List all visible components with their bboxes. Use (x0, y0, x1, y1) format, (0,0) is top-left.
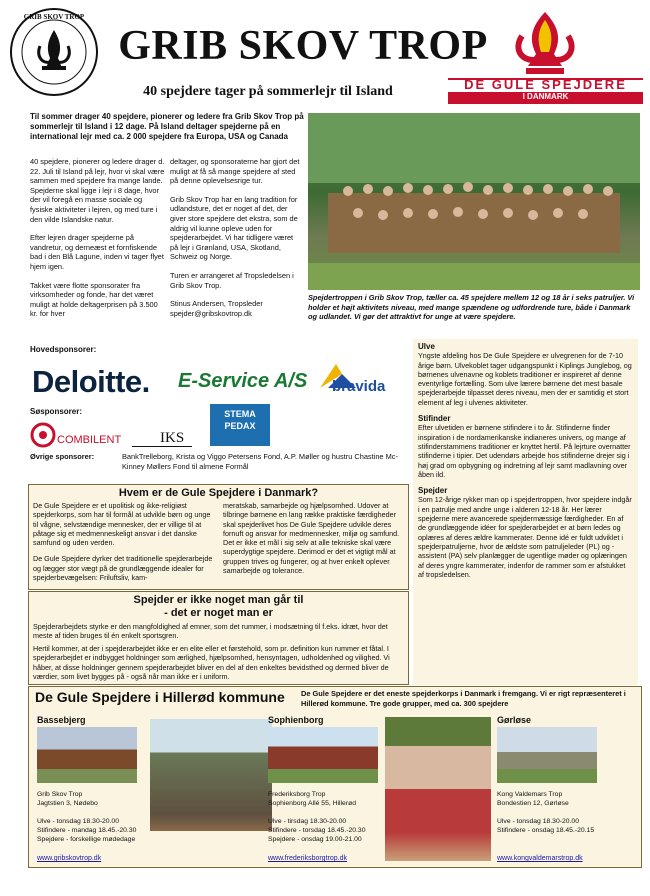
group-line: Jagtstien 3, Nødebo (37, 800, 98, 807)
not-box-p2: Hertil kommer, at der i spejderarbejdet ikke er en elite eller et førstehold, som pr. definition kun rummer et fåtal. I spejderarbejdet er indbygget holdninger som ærlighed, hjælpsomhed, hensyntagen, udholdenhed og vilighed. Vi håber, at disse holdninger gennem spejderarbejdet bliver en del af den enkeltes bevidsthed og dermed bliver de værdier, som livet bygges på - også når man ikke er i uniform. (33, 644, 390, 681)
group-info (37, 790, 147, 844)
iks-logo (132, 430, 192, 448)
stema-pedax-text: STEMA PEDAX (224, 409, 256, 431)
age-heading: Spejder (418, 486, 448, 496)
age-text: Efter ulvetiden er børnene stifindere i to år. Stifinderne finder inspiration i de nordamerikanske indianeres univers, og mange af stifinderstammens traditioner er knyttet hertil. På lejrture overnatter stifinderne i tipier. Det udendørs arbejde hos stifinderne drejer sig i høj grad om opbygning og indretning af lejr samt madlavning over åben ild. (418, 423, 631, 479)
article-paragraph: Turen er arrangeret af Tropsledelsen i Grib Skov Trop. (170, 270, 294, 290)
not-box-subtitle: - det er noget man er (164, 607, 273, 619)
campfire-photo (150, 719, 272, 831)
article-paragraph: deltager, og sponsoraterne har gjort det muligt at få så mange spejdere af sted på denne oplevelsesrige tur. (170, 157, 300, 186)
group-line: Ulve - tonsdag 18.30-20.00 (37, 818, 119, 825)
age-text: Yngste afdeling hos De Gule Spejdere er ulvegrenen for de 7-10 årige børn. Ulvekoblet tager udgangspunkt i Kiplings Junglebog, og børnenes ulvenavne og koblets traditioner er inspireret af denne eventyrlige fortælling. Som ulve lærere børnene det mest basale spejderarbejde tilpasset deres niveau, men der er samtidig et stort element af leg i ulvenes aktiviteter. (418, 351, 632, 407)
group-line: Grib Skov Trop (37, 791, 83, 798)
sophienborg-photo (268, 727, 378, 783)
article-column-1 (30, 157, 165, 328)
logo-right-subtext: I DANMARK (522, 92, 569, 101)
bravida-logo (318, 360, 410, 400)
group-link[interactable]: www.frederiksborgtrop.dk (268, 855, 347, 862)
group-name: Bassebjerg (37, 715, 86, 725)
article-paragraph: Grib Skov Trop har en lang tradition for udlandsture, det er noget af det, der giver store spejdere det ekstra, som de aldrig vil kunne opleve uden for spejderarbejdet. Vi har tidligere været på lejr i Grønland, USA, Skotland, Schweiz og Norge. (170, 194, 298, 262)
group-line: Sophienborg Allé 55, Hillerød (268, 800, 357, 807)
logo-left-text: GRIB SKOV TROP (23, 13, 85, 21)
group-line: Frederiksborg Trop (268, 791, 326, 798)
group-line: Kong Valdemars Trop (497, 791, 563, 798)
combilent-text: COMBILENT (57, 434, 122, 446)
age-text: Som 12-årige rykker man op i spejdertroppen, hvor spejdere indgår i en patrulje med andre unge i alderen 12-18 år. Her lærer spejderne mere avancerede spejdermæssige færdigheder. En af de grundlæggende idéer for spejderarbejdet er at børn ledes og oplæres af deres ældre kammerater. Denne idé er fuldt udviklet i spejderpatruljerne, hvor de ældste som patruljeleder (PL) og -assistent (PA) selv planlægger de ugentlige møder og oplæringen af deres yngre kammerater, indenfor de rammer som er afstukket af tropsledelsen. (418, 495, 632, 579)
group-info (268, 790, 388, 844)
group-line: Stifindere - torsdag 18.45.-20.30 (268, 827, 366, 834)
article-lead: Til sommer drager 40 spejdere, pionerer og ledere fra Grib Skov Trop på sommerlejr til Island i 12 dage. På Island deltager spejderne på en international lejr med ca. 2 000 spejdere fra Europa, USA og Canada (30, 112, 304, 141)
hillerod-box (28, 686, 642, 868)
article-paragraph: Efter lejren drager spejderne på vandretur, og derneæst et fornfiskende bad i den Blå Lagune, inden vi tager flyet hjem igen. (30, 233, 164, 271)
group-line: Bondestien 12, Gørløse (497, 800, 569, 807)
not-box-title: Spejder er ikke noget man går til (133, 594, 304, 606)
who-box-paragraph: De Gule Spejdere er et upolitisk og ikke-religiøst spejderkorps, som har til formål at udvikle børn og unge til vågne, selvstændige mennesker, der er villige til at påtage sig et medmenneskeligt ansvar i det danske samfund og uden verden. (33, 501, 211, 548)
group-photo (308, 113, 640, 290)
group-line: Spejdere - forskellige mødedage (37, 836, 136, 843)
not-box (28, 591, 409, 685)
age-heading: Stifinder (418, 414, 451, 424)
group-link[interactable]: www.gribskovtrop.dk (37, 855, 102, 862)
group-line: Stifindere - onsdag 18.45.-20.15 (497, 827, 595, 834)
children-photo (385, 717, 491, 861)
group-name: Gørløse (497, 715, 532, 725)
not-box-p1: Spejderarbejdets styrke er den mangfoldighed af emner, som det rummer, i modsætning til f.eks. idræt, hvor det meste af tiden bruges til én enkelt sportsgren. (33, 622, 388, 641)
iks-text: IKS (160, 430, 185, 446)
group-link[interactable]: www.kongvaldemarstrop.dk (497, 855, 583, 862)
bravida-text: bravida (332, 378, 386, 395)
age-heading: Ulve (418, 342, 435, 351)
group-line: Stifindere - mandag 18.45.-20.30 (37, 827, 137, 834)
page-title: GRIB SKOV TROP (118, 23, 488, 69)
main-sponsors-label: Hovedsponsorer: (30, 345, 97, 354)
article-paragraph: 40 spejdere, pionerer og ledere drager d. 22. Juli til Island på lejr, hvor vi skal være sammen med spejdere fra mange lande. Spejderne skal ligge i lejr i 8 dage, hvor der vil foregå en masse sociale og fysiske aktiviteter i lejren, og med ture i den vilde Islandske natur. (30, 157, 165, 224)
bassebjerg-photo (37, 727, 137, 783)
photo-caption: Spejdertroppen i Grib Skov Trop, tæller ca. 45 spejdere mellem 12 og 18 år i seks patruljer. Vi holder et højt aktivitets niveau, med mange spændene og udfordrende ture, både i Danmark og udlandet. Vi gør det attraktivt for unge at være spejdere. (308, 293, 635, 322)
who-box-left (33, 501, 217, 582)
age-groups-box (413, 339, 638, 685)
article-headline: 40 spejdere tager på sommerlejr til Island (143, 84, 393, 99)
group-line: Ulve - tonsdag 18.30-20.00 (497, 818, 579, 825)
logo-right-text: DE GULE SPEJDERE (464, 77, 627, 92)
sub-sponsors-label: Søsponsorer: (30, 407, 83, 416)
hillerod-title: De Gule Spejdere i Hillerød kommune (35, 689, 285, 705)
who-box-paragraph: De Gule Spejdere dyrker det traditionelle spejderarbejde og lægger stor vægt på de grundlæggende idealer for spejderbevægelsen: Friluftsliv, kam- (33, 554, 213, 583)
grib-skov-logo (8, 6, 100, 98)
group-info (497, 790, 637, 835)
group-line: Spejdere - onsdag 19.00-21.00 (268, 836, 362, 843)
hillerod-intro: De Gule Spejdere er det eneste spejderkorps i Danmark i fremgang. Vi er rigt repræsenteret i Hillerød kommune. Tre gode grupper, med ca. 300 spejdere (301, 689, 626, 708)
group-name: Sophienborg (268, 715, 324, 725)
article-paragraph: Stinus Andersen, Tropsleder spejder@gribskovtrop.dk (170, 299, 263, 318)
who-box-right: meratskab, samarbejde og hjælpsomhed. Udover at tilbringe børnene en lang række praktiske færdigheder skal spejderlivet hos De Gule Spejdere udvikle deres fornuft og ansvar for medmennesker, miljø og samfund. Det er ikke et mål i sig selv at alle tekniske skal være superdygtige spejdere. Derimod er det et vigtigt mål at gruppen trives og fungerer, og at hver enkelt oplever samarbejde og tolerance. (223, 501, 400, 576)
other-sponsors-text: BankTrelleborg, Krista og Viggo Petersens Fond, A.P. Møller og hustru Chastine Mc-Kinney Møllers Fond til almene Formål (122, 452, 398, 471)
who-box (28, 484, 409, 590)
who-box-title: Hvem er de Gule Spejdere i Danmark? (118, 487, 319, 499)
stema-pedax-logo (210, 404, 270, 446)
gule-spejdere-logo (448, 8, 643, 104)
gorlose-photo (497, 727, 597, 783)
combilent-logo (30, 422, 125, 450)
group-line: Ulve - tirsdag 18.30-20.00 (268, 818, 347, 825)
deloitte-logo: Deloitte. (32, 364, 150, 399)
article-column-2 (170, 157, 300, 327)
other-sponsors-label: Øvrige sponsorer: (30, 452, 95, 461)
article-paragraph: Takket være flotte sponsorater fra virksomheder og fonde, har det været muligt at holde deltagerprisen på 3.500 kr. for hver (30, 280, 158, 319)
eservice-logo: E-Service A/S (178, 370, 308, 392)
